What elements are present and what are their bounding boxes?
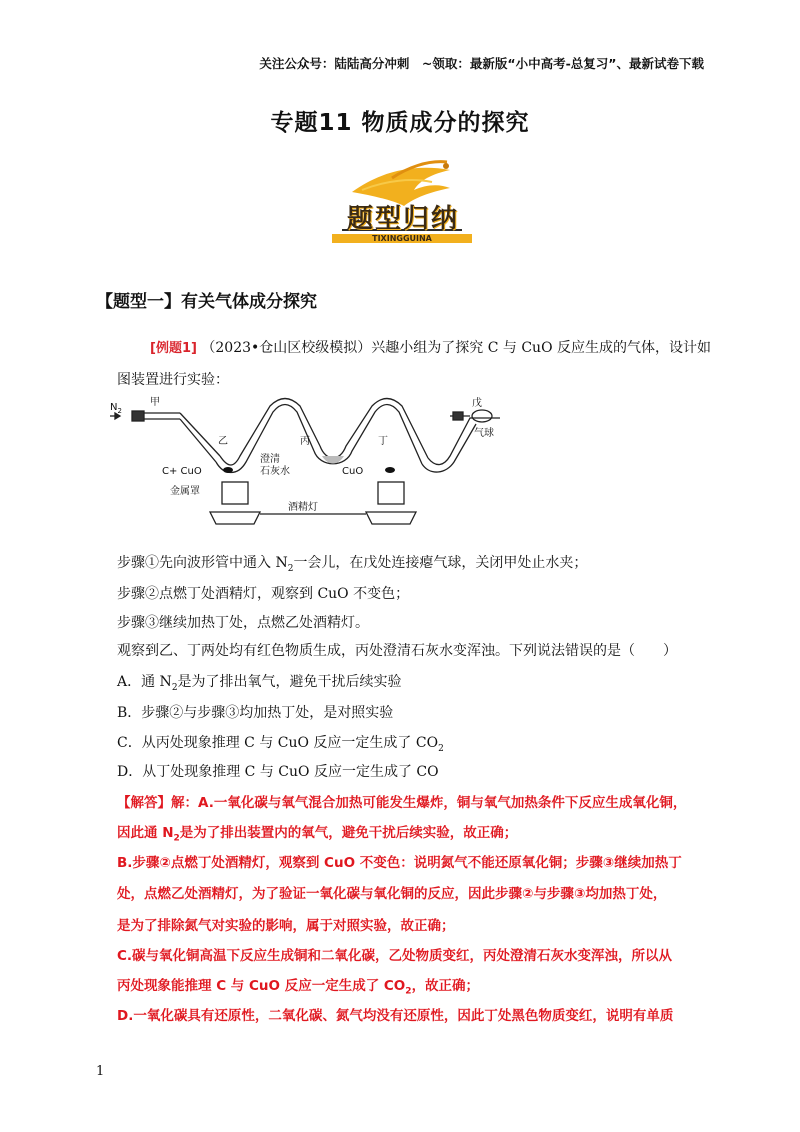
answer-line-4: 处，点燃乙处酒精灯，为了验证一氧化碳与氧化铜的反应，因此步骤②与步骤③均加热丁处， (117, 886, 667, 902)
logo-pinyin: TIXINGGUINA (332, 234, 472, 243)
label-wu: 戊 (472, 398, 482, 409)
example-label: [例题1] (150, 341, 197, 356)
example-intro (150, 337, 711, 357)
label-jia: 甲 (150, 397, 160, 408)
answer-line-7: 丙处现象能推理 C 与 CuO 反应一定生成了 $CO_2$，故正确； (117, 978, 480, 997)
step-1: 步骤①先向波形管中通入 $N_2$一会儿，在戊处连接瘪气球，关闭甲处止水夹； (117, 555, 588, 574)
observation: 观察到乙、丁两处均有红色物质生成，丙处澄清石灰水变浑浊。下列说法错误的是（ ） (117, 643, 677, 659)
label-n2: $N_2$ (110, 402, 122, 415)
option-a: A．通 $N_2$是为了排出氧气，避免干扰后续实验 (117, 674, 402, 693)
label-mesh: 金属罩 (170, 486, 200, 497)
logo-main-text: 题型归纳 (346, 204, 459, 234)
label-bing: 丙 (300, 436, 310, 447)
label-limewater-1: 澄清 (260, 454, 280, 465)
answer-line-2: 因此通 $N_2$是为了排出装置内的氧气，避免干扰后续实验，故正确； (117, 825, 518, 844)
step-3: 步骤③继续加热丁处，点燃乙处酒精灯。 (117, 615, 369, 631)
option-d: D．从丁处现象推理 C 与 CuO 反应一定生成了 CO (117, 764, 439, 780)
label-limewater-2: 石灰水 (260, 466, 290, 477)
section-heading: 【题型一】有关气体成分探究 (96, 292, 317, 312)
header-note: 关注公众号：陆陆高分冲刺 ~领取：最新版“小中高考-总复习”、最新试卷下载 (259, 56, 704, 71)
step-2: 步骤②点燃丁处酒精灯，观察到 CuO 不变色； (117, 586, 410, 602)
label-cuo: CuO (342, 466, 364, 477)
answer-line-5: 是为了排除氮气对实验的影响，属于对照实验，故正确； (117, 918, 455, 934)
logo (322, 150, 482, 250)
label-ding: 丁 (378, 436, 388, 447)
label-c-cuo: C+ CuO (162, 466, 202, 477)
apparatus-diagram (110, 396, 510, 536)
label-balloon: 气球 (474, 428, 494, 439)
example-intro-line2: 图装置进行实验： (117, 372, 229, 388)
answer-line-1: 【解答】解：A.一氧化碳与氧气混合加热可能发生爆炸，铜与氧气加热条件下反应生成氧化铜， (117, 795, 687, 811)
label-yi: 乙 (218, 436, 228, 447)
answer-line-6: C.碳与氧化铜高温下反应生成铜和二氧化碳，乙处物质变红，丙处澄清石灰水变浑浊，所以从 (117, 948, 673, 964)
answer-line-3: B.步骤②点燃丁处酒精灯，观察到 CuO 不变色：说明氮气不能还原氧化铜；步骤③继续加热丁 (117, 855, 682, 871)
example-source: （2023•仓山区校级模拟）兴趣小组为了探究 C 与 CuO 反应生成的气体，设计如 (201, 340, 711, 356)
option-b: B．步骤②与步骤③均加热丁处，是对照实验 (117, 705, 394, 721)
option-c: C．从丙处现象推理 C 与 CuO 反应一定生成了 $CO_2$ (117, 735, 444, 754)
label-lamp: 酒精灯 (288, 502, 318, 513)
page-number: 1 (96, 1064, 105, 1079)
answer-line-8: D.一氧化碳具有还原性，二氧化碳、氮气均没有还原性，因此丁处黑色物质变红，说明有单质 (117, 1008, 674, 1024)
page-title: 专题11 物质成分的探究 (270, 110, 530, 136)
